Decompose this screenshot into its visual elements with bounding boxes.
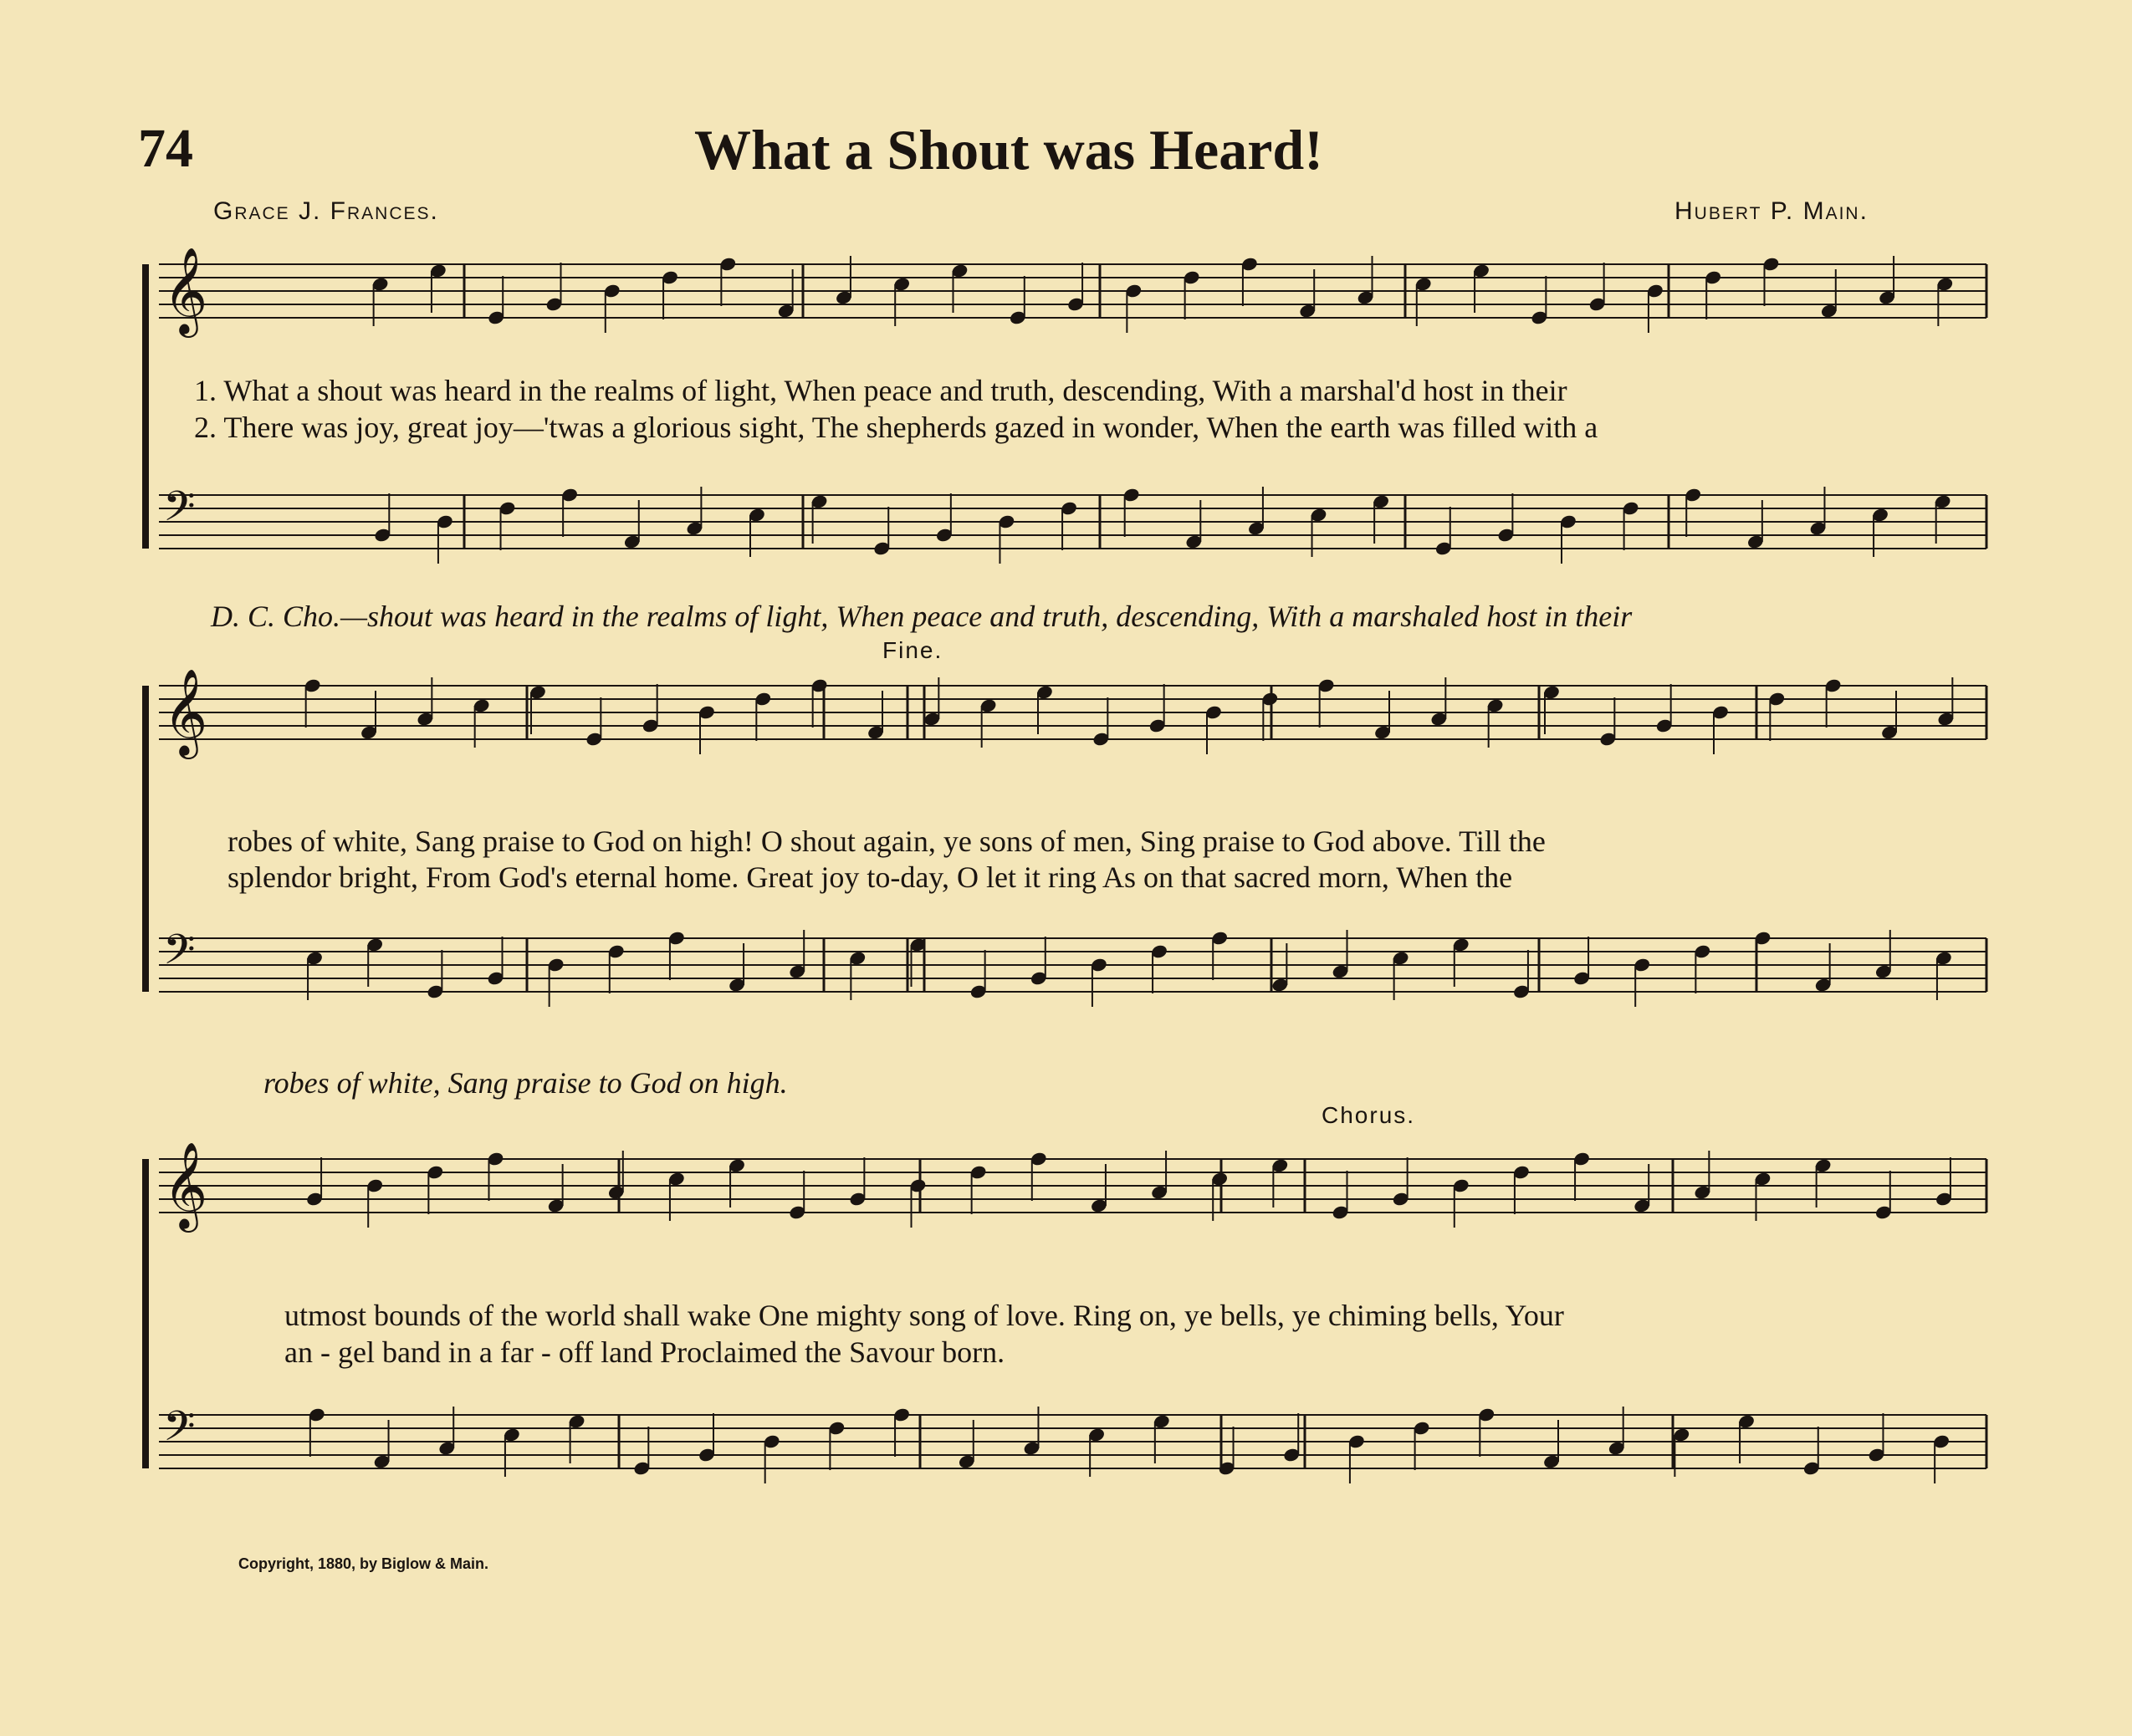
author-credit: Grace J. Frances. — [213, 197, 439, 225]
system2-verse2: splendor bright, From God's eternal home. Great joy to-day, O let it ring As on that sacred morn, When the — [228, 860, 1513, 894]
system3-verse1: utmost bounds of the world shall wake One mighty song of love. Ring on, ye bells, ye chiming bells, Your — [284, 1299, 1564, 1332]
system-brace — [142, 1159, 149, 1468]
bass-clef-icon: 𝄢 — [163, 926, 196, 984]
hymn-title: What a Shout was Heard! — [694, 118, 1323, 181]
treble-clef-icon: 𝄞 — [163, 247, 208, 334]
copyright-notice: Copyright, 1880, by Biglow & Main. — [238, 1555, 489, 1572]
system3-verse2: an - gel band in a far - off land Proclaimed the Savour born. — [284, 1335, 1005, 1369]
system-brace — [142, 264, 149, 549]
system-brace — [142, 686, 149, 992]
treble-clef-icon: 𝄞 — [163, 1141, 208, 1229]
system1-verse2: 2. There was joy, great joy—'twas a glorious sight, The shepherds gazed in wonder, When the earth was filled with a — [194, 411, 1598, 444]
bass-clef-icon: 𝄢 — [163, 483, 196, 541]
treble-clef-icon: 𝄞 — [163, 668, 208, 756]
composer-credit: Hubert P. Main. — [1674, 197, 1869, 225]
fine-marker: Fine. — [882, 637, 943, 663]
system1-dc-chorus: D. C. Cho.—shout was heard in the realms of light, When peace and truth, descending, With a marshaled host in their — [211, 600, 1633, 633]
page-number: 74 — [138, 118, 193, 179]
chorus-marker: Chorus. — [1322, 1102, 1416, 1128]
system1-verse1: 1. What a shout was heard in the realms of light, When peace and truth, descending, With a marshal'd host in their — [194, 374, 1567, 407]
system2-verse1: robes of white, Sang praise to God on high! O shout again, ye sons of men, Sing praise to God above. Till the — [228, 825, 1546, 858]
system2-dc-chorus: robes of white, Sang praise to God on high. — [263, 1066, 788, 1100]
bass-clef-icon: 𝄢 — [163, 1402, 196, 1461]
